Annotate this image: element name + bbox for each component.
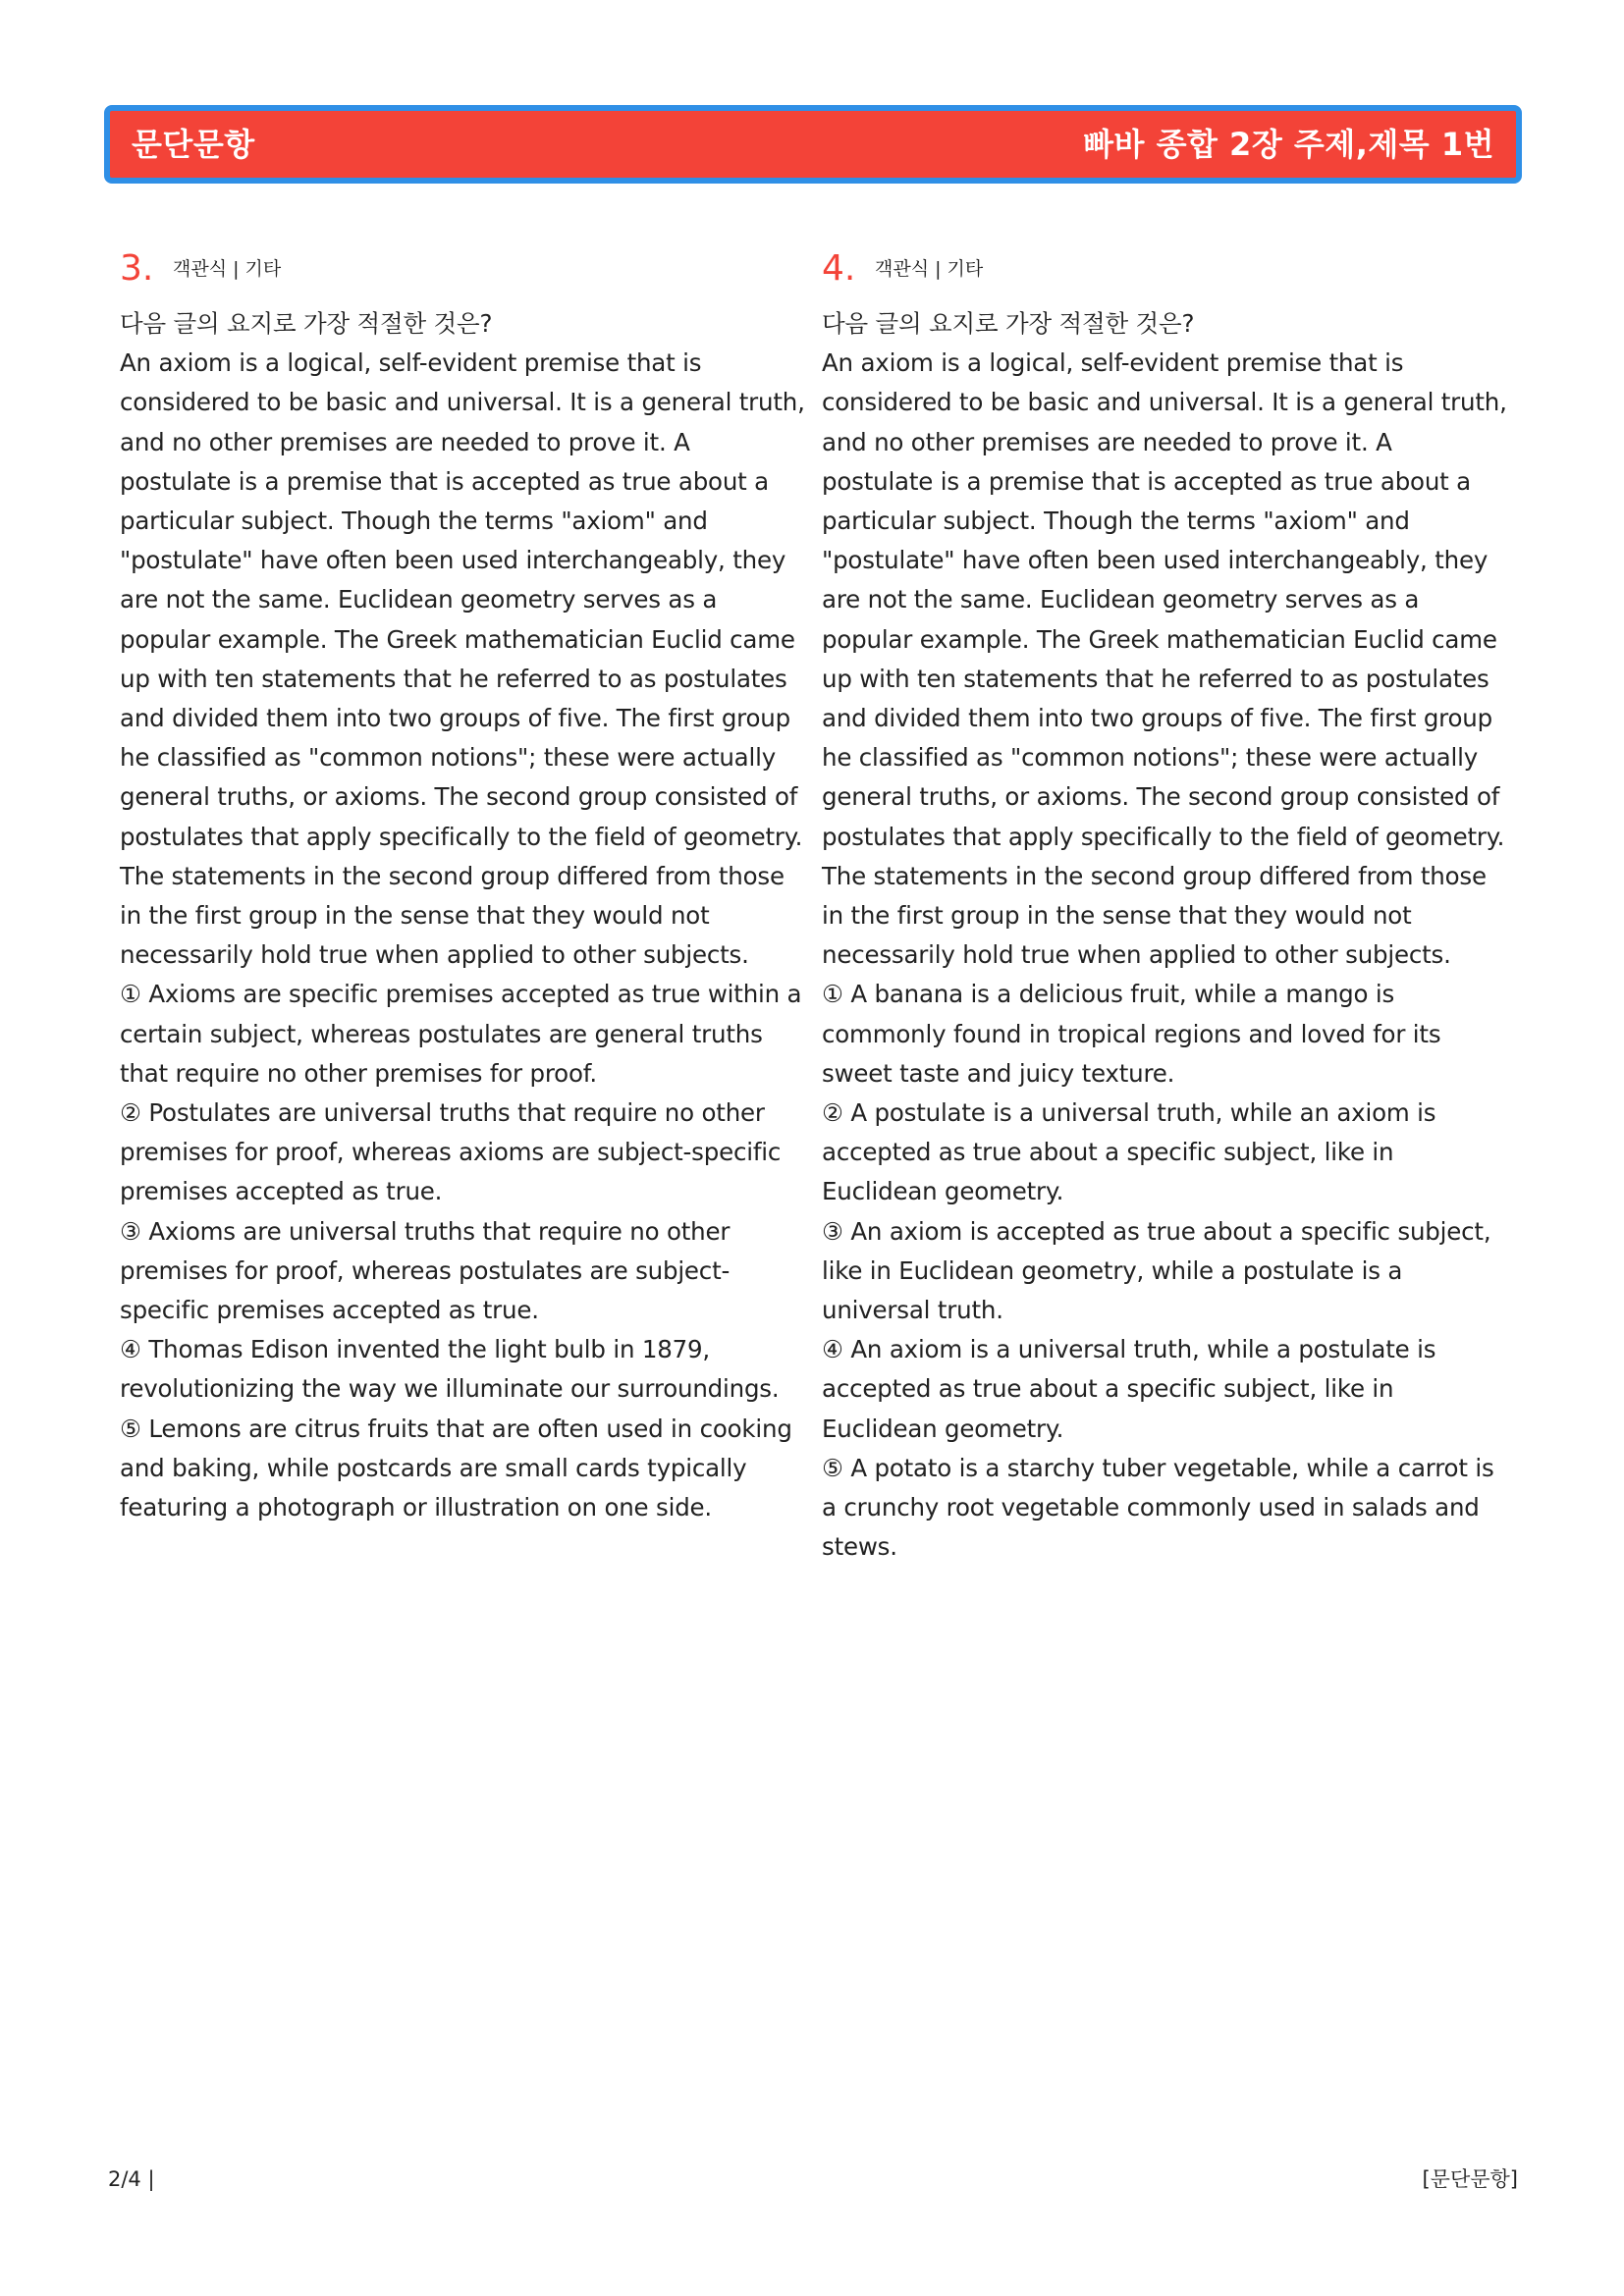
question-number: 3. [120, 248, 154, 289]
question-3 [120, 247, 807, 1527]
choice-2[interactable]: ② Postulates are universal truths that require no other premises for proof, whereas axioms are subject-specific premises accepted as true. [120, 1098, 782, 1206]
choice-list [120, 975, 807, 1527]
choice-list [822, 975, 1509, 1567]
choice-5[interactable]: ⑤ Lemons are citrus fruits that are often used in cooking and baking, while postcards are small cards typically featuring a photograph or illustration on one side. [120, 1414, 792, 1522]
choice-1[interactable]: ① A banana is a delicious fruit, while a mango is commonly found in tropical regions and loved for its sweet taste and juicy texture. [822, 980, 1441, 1088]
choice-3[interactable]: ③ Axioms are universal truths that require no other premises for proof, whereas postulates are subject-specific premises accepted as true. [120, 1216, 731, 1325]
question-header [822, 247, 1509, 291]
question-prompt: 다음 글의 요지로 가장 적절한 것은? [822, 309, 1195, 338]
question-4 [822, 247, 1509, 1568]
question-number: 4. [822, 248, 856, 289]
choice-2[interactable]: ② A postulate is a universal truth, while an axiom is accepted as true about a specific subject, like in Euclidean geometry. [822, 1098, 1436, 1206]
choice-1[interactable]: ① Axioms are specific premises accepted as true within a certain subject, whereas postulates are general truths that require no other premises for proof. [120, 980, 802, 1088]
question-passage: An axiom is a logical, self-evident premise that is considered to be basic and universal. It is a general truth, and no other premises are needed to prove it. A postulate is a premise that is accepted as true about a particular subject. Though the terms "axiom" and "postulate" have often been used interchangeably, they are not the same. Euclidean geometry serves as a popular example. The Greek mathematician Euclid came up with ten statements that he referred to as postulates and divided them into two groups of five. The first group he classified as "common notions"; these were actually general truths, or axioms. The second group consisted of postulates that apply specifically to the field of geometry. The statements in the second group differed from those in the first group in the sense that they would not necessarily hold true when applied to other subjects. [120, 348, 805, 970]
question-type: 객관식 | 기타 [173, 258, 282, 280]
choice-5[interactable]: ⑤ A potato is a starchy tuber vegetable, while a carrot is a crunchy root vegetable commonly used in salads and stews. [822, 1453, 1494, 1562]
choice-4[interactable]: ④ An axiom is a universal truth, while a postulate is accepted as true about a specific subject, like in Euclidean geometry. [822, 1335, 1436, 1443]
footer-label: [문단문항] [1422, 2167, 1518, 2191]
header-left-title: 문단문항 [132, 126, 255, 163]
question-body [120, 304, 807, 1527]
choice-3[interactable]: ③ An axiom is accepted as true about a specific subject, like in Euclidean geometry, while a postulate is a universal truth. [822, 1216, 1491, 1325]
choice-4[interactable]: ④ Thomas Edison invented the light bulb in 1879, revolutionizing the way we illuminate our surroundings. [120, 1335, 780, 1404]
page-number: 2/4 | [108, 2167, 155, 2191]
question-type: 객관식 | 기타 [875, 258, 984, 280]
question-header [120, 247, 807, 291]
question-body [822, 304, 1509, 1568]
question-passage: An axiom is a logical, self-evident premise that is considered to be basic and universal. It is a general truth, and no other premises are needed to prove it. A postulate is a premise that is accepted as true about a particular subject. Though the terms "axiom" and "postulate" have often been used interchangeably, they are not the same. Euclidean geometry serves as a popular example. The Greek mathematician Euclid came up with ten statements that he referred to as postulates and divided them into two groups of five. The first group he classified as "common notions"; these were actually general truths, or axioms. The second group consisted of postulates that apply specifically to the field of geometry. The statements in the second group differed from those in the first group in the sense that they would not necessarily hold true when applied to other subjects. [822, 348, 1507, 970]
question-prompt: 다음 글의 요지로 가장 적절한 것은? [120, 309, 493, 338]
header-right-title: 빠바 종합 2장 주제,제목 1번 [1083, 126, 1494, 163]
header-bar [104, 105, 1522, 184]
